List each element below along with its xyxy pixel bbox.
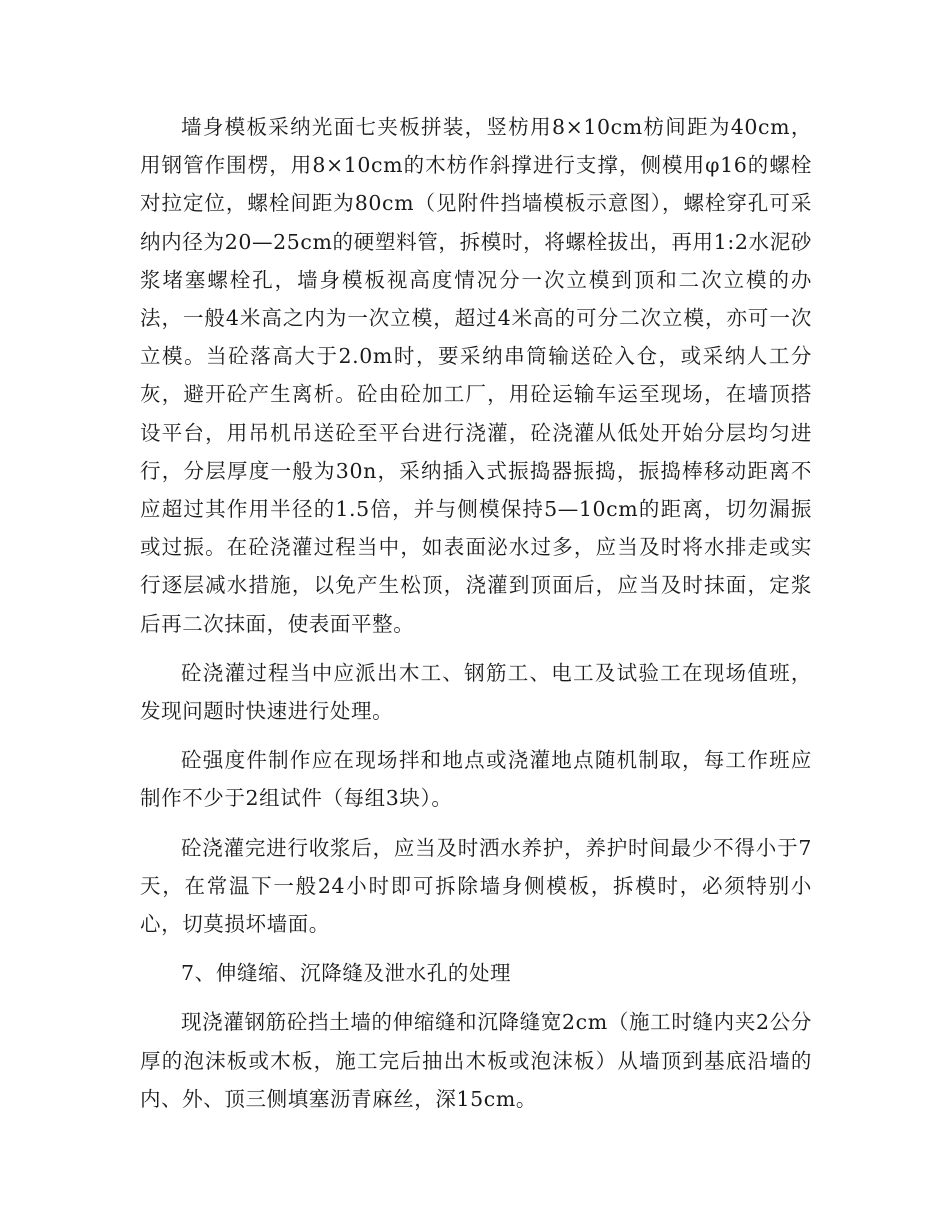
paragraph-formwork: 墙身模板采纳光面七夹板拼装，竖枋用8×10cm枋间距为40cm，用钢管作围楞，用8×10cm的木枋作斜撑进行支撑，侧模用φ16的螺栓对拉定位，螺栓间距为80cm（见附件挡墙模板示意图），螺栓穿孔可采纳内径为20—25cm的硬塑料管，拆模时，将螺栓拔出，再用1:2水泥砂浆堵塞螺栓孔，墙身模板视高度情况分一次立模到顶和二次立模的办法，一般4米高之内为一次立模，超过4米高的可分二次立模，亦可一次立模。当砼落高大于2.0m时，要采纳串筒输送砼入仓，或采纳人工分灰，避开砼产生离析。砼由砼加工厂，用砼运输车运至现场，在墙顶搭设平台，用吊机吊送砼至平台进行浇灌，砼浇灌从低处开始分层均匀进行，分层厚度一般为30n，采纳插入式振捣器振捣，振捣棒移动距离不应超过其作用半径的1.5倍，并与侧模保持5—10cm的距离，切勿漏振或过振。在砼浇灌过程当中，如表面泌水过多，应当及时将水排走或实行逐层减水措施，以免产生松顶，浇灌到顶面后，应当及时抹面，定浆后再二次抹面，使表面平整。 (140, 115, 812, 636)
paragraph-test-specimens: 砼强度件制作应在现场拌和地点或浇灌地点随机制取，每工作班应制作不少于2组试件（每组3块）。 (140, 748, 812, 811)
paragraph-curing: 砼浇灌完进行收浆后，应当及时洒水养护，养护时间最少不得小于7天，在常温下一般24小时即可拆除墙身侧模板，拆模时，必须特别小心，切莫损坏墙面。 (140, 835, 812, 937)
document-body (140, 108, 812, 1129)
section-heading-joints: 7、伸缝缩、沉降缝及泄水孔的处理 (181, 961, 512, 986)
paragraph-joints: 现浇灌钢筋砼挡土墙的伸缩缝和沉降缝宽2cm（施工时缝内夹2公分厚的泡沫板或木板，施工完后抽出木板或泡沫板）从墙顶到基底沿墙的内、外、顶三侧填塞沥青麻丝，深15cm。 (140, 1010, 812, 1111)
paragraph-staffing: 砼浇灌过程当中应派出木工、钢筋工、电工及试验工在现场值班，发现问题时快速进行处理。 (140, 660, 812, 724)
